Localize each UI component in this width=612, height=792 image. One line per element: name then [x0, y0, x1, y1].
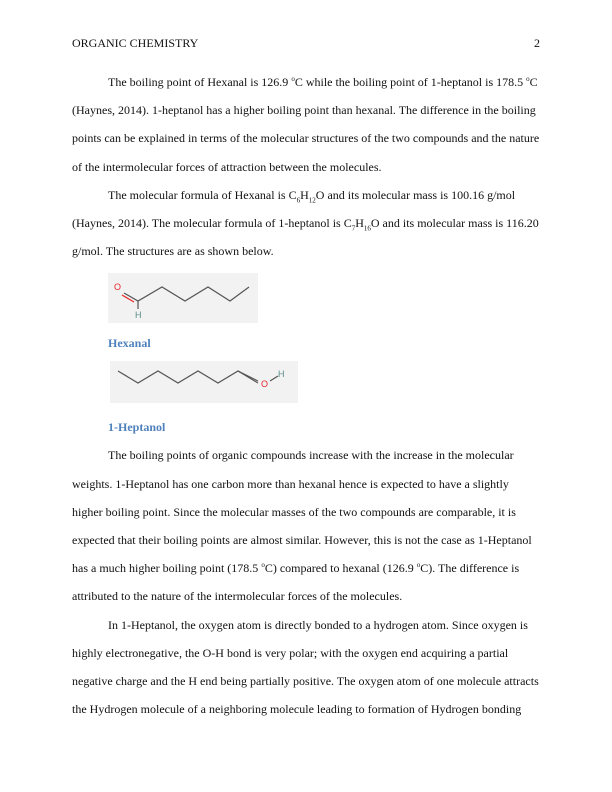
text-run: The boiling point of Hexanal is 126.9	[108, 75, 292, 89]
hexanal-structure-figure	[108, 273, 540, 323]
degree-sign: o	[526, 75, 530, 83]
subscript: 16	[363, 224, 371, 233]
degree-sign: o	[416, 561, 421, 570]
text-run: C). The difference is attributed to the nature of the intermolecular forces of the molecules.	[72, 561, 520, 604]
oxygen-atom-label: O	[114, 282, 122, 293]
heptanol-skeletal-structure	[110, 361, 298, 403]
document-body	[72, 68, 540, 723]
text-run: O and its molecular mass is 100.16 g/mol (Haynes, 2014). The molecular formula of 1-heptanol is C	[72, 187, 516, 231]
text-run: H	[355, 216, 364, 231]
running-head: ORGANIC CHEMISTRY	[72, 36, 199, 50]
hydrogen-atom-label: H	[135, 310, 142, 321]
text-run: C while the boiling point of 1-heptanol is 178.5	[294, 75, 527, 89]
text-run: C) compared to hexanal (126.9	[264, 561, 417, 576]
text-run: H	[300, 187, 309, 202]
heptanol-structure-figure	[110, 361, 540, 403]
text-run: The boiling points of organic compounds increase with the increase in the molecular weights. 1-Heptanol has one carbon more than hexanal hence is expected to have a slightly higher boiling point. Since the molecular masses of the two compounds are comparable, it is expected that their boiling points are almost similar. However, this is not the case as 1-Heptanol has a much higher boiling point (178.5	[72, 448, 532, 576]
paragraph-2	[72, 181, 540, 266]
paragraph-1	[72, 68, 540, 181]
text-run: The molecular formula of Hexanal is C	[108, 187, 297, 202]
text-run: C (Haynes, 2014). 1-heptanol has a higher boiling point than hexanal. The difference in the boiling points can be explained in terms of the molecular structures of the two compounds and the nature of the intermolecular forces of attraction between the molecules.	[72, 75, 540, 174]
page-number: 2	[534, 36, 540, 50]
paragraph-4: In 1-Heptanol, the oxygen atom is directly bonded to a hydrogen atom. Since oxygen is highly electronegative, the O-H bond is very polar; with the oxygen end acquiring a partial negative charge and the H end being partially positive. The oxygen atom of one molecule attracts the Hydrogen molecule of a neighboring molecule leading to formation of Hydrogen bonding	[72, 617, 539, 717]
subscript: 12	[308, 196, 316, 205]
hydrogen-atom-label: H	[278, 369, 285, 380]
heptanol-caption: 1-Heptanol	[108, 420, 166, 435]
paragraph-3	[72, 441, 540, 610]
subscript: 6	[296, 196, 301, 205]
degree-sign: o	[261, 561, 265, 570]
hexanal-skeletal-structure	[108, 273, 258, 323]
subscript: 7	[351, 224, 356, 233]
degree-sign: o	[291, 75, 295, 83]
hexanal-caption: Hexanal	[108, 336, 151, 351]
oxygen-atom-label: O	[261, 379, 269, 390]
text-run: O and its molecular mass is 116.20 g/mol. The structures are as shown below.	[72, 216, 539, 259]
